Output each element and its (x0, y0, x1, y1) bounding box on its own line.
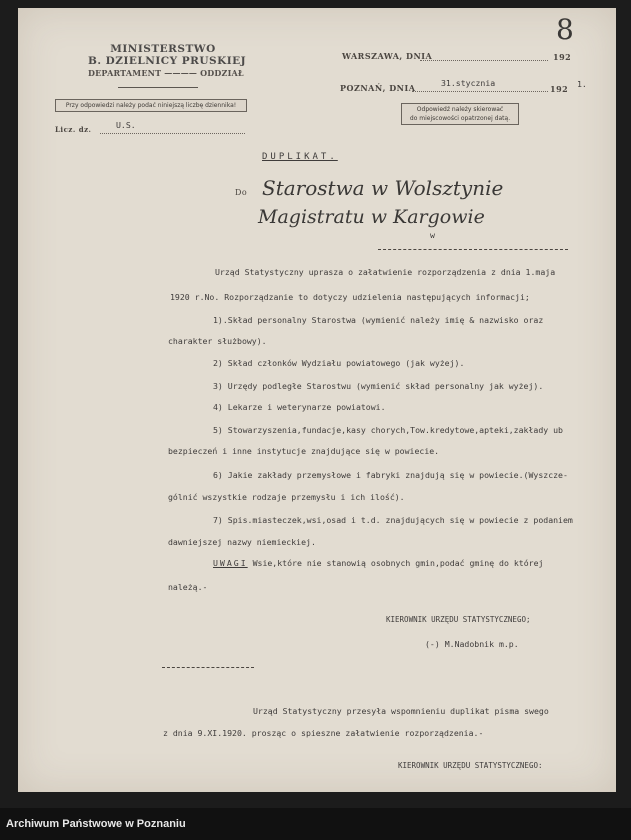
liczba-line (100, 133, 245, 134)
recipient-line-1: Starostwa w Wolsztynie (262, 176, 504, 200)
ministry-line-2: B. DZIELNICY PRUSKIEJ (88, 55, 247, 67)
ministry-divider (118, 87, 198, 88)
signature-title: KIEROWNIK URZĘDU STATYSTYCZNEGO; (386, 615, 531, 624)
item-1-line-2: charakter służbowy). (168, 336, 267, 346)
closing-line-2: z dnia 9.XI.1920. prosząc o spieszne załatwienie rozporządzenia.- (163, 728, 484, 738)
item-3: 3) Urzędy podległe Starostwu (wymienić skład personalny jak wyżej). (213, 381, 544, 391)
warszawa-year: 192 (553, 52, 572, 62)
ministry-line-1: MINISTERSTWO (110, 43, 216, 55)
closing-signature: KIEROWNIK URZĘDU STATYSTYCZNEGO: (398, 761, 543, 770)
intro-line-2: 1920 r.No. Rozporządzanie to dotyczy udzielenia następujących informacji; (170, 292, 530, 302)
ministry-heading (88, 43, 247, 79)
poznan-year: 192 (550, 84, 569, 94)
remark-line-2: należą.- (168, 582, 208, 592)
item-7-line-2: dawniejszej nazwy niemieckiej. (168, 537, 316, 547)
document-title: DUPLIKAT. (262, 152, 338, 162)
poznan-label: POZNAŃ, DNIA (340, 83, 416, 93)
remark-line-1 (213, 558, 543, 569)
liczba-label: Licz. dz. (55, 125, 92, 134)
section-divider (162, 667, 254, 668)
item-2: 2) Skład członków Wydziału powiatowego (jak wyżej). (213, 358, 465, 368)
warszawa-label: WARSZAWA, DNIA (342, 51, 433, 61)
item-7-line-1: 7) Spis.miasteczek,wsi,osad i t.d. znajdujących się w powiecie z podaniem (213, 515, 573, 525)
poznan-year-digit: 1. (577, 79, 587, 89)
reply-note-line-2: do miejscowości opatrzonej datą. (409, 115, 511, 122)
signature-name: (-) M.Nadobnik m.p. (425, 639, 519, 649)
recipient-underline (378, 249, 568, 250)
intro-line-1: Urząd Statystyczny uprasza o załatwienie rozporządzenia z dnia 1.maja (215, 267, 556, 277)
document-page (18, 8, 616, 792)
ministry-line-3: DEPARTAMENT ———— ODDZIAŁ (88, 68, 244, 78)
recipient-line-2: Magistratu w Kargowie (258, 206, 485, 228)
remark-text: Wsie,które nie stanowią osobnych gmin,podać gminę do której (252, 558, 544, 568)
recipient-w: w (430, 230, 435, 240)
remark-label: UWAGI (213, 558, 248, 568)
item-5-line-2: bezpieczeń i inne instytucje znajdujące się w powiecie. (168, 446, 440, 456)
warszawa-date-line (420, 60, 548, 61)
poznan-date-line (412, 91, 548, 92)
item-6-line-1: 6) Jakie zakłady przemysłowe i fabryki znajdują się w powiecie.(Wyszcze- (213, 470, 568, 480)
item-6-line-2: gólnić wszystkie rodzaje przemysłu i ich ilość). (168, 492, 405, 502)
closing-line-1: Urząd Statystyczny przesyła wspomnieniu duplikat pisma swego (253, 706, 549, 716)
item-4: 4) Lekarze i weterynarze powiatowi. (213, 402, 386, 412)
liczba-value: U.S. (116, 120, 136, 130)
item-5-line-1: 5) Stowarzyszenia,fundacje,kasy chorych,Tow.kredytowe,apteki,zakłady ub (213, 425, 563, 435)
item-1-line-1: 1).Skład personalny Starostwa (wymienić należy imię & nazwisko oraz (213, 315, 544, 325)
reference-number-note: Przy odpowiedzi należy podać niniejszą liczbę dziennika! (55, 99, 247, 112)
reply-address-note (401, 103, 519, 125)
do-label: Do (235, 188, 248, 197)
page-number: 8 (556, 13, 574, 46)
archive-name: Archiwum Państwowe w Poznaniu (6, 818, 186, 830)
reply-note-line-1: Odpowiedź należy skierować (416, 106, 504, 113)
poznan-date: 31.stycznia (441, 78, 496, 88)
